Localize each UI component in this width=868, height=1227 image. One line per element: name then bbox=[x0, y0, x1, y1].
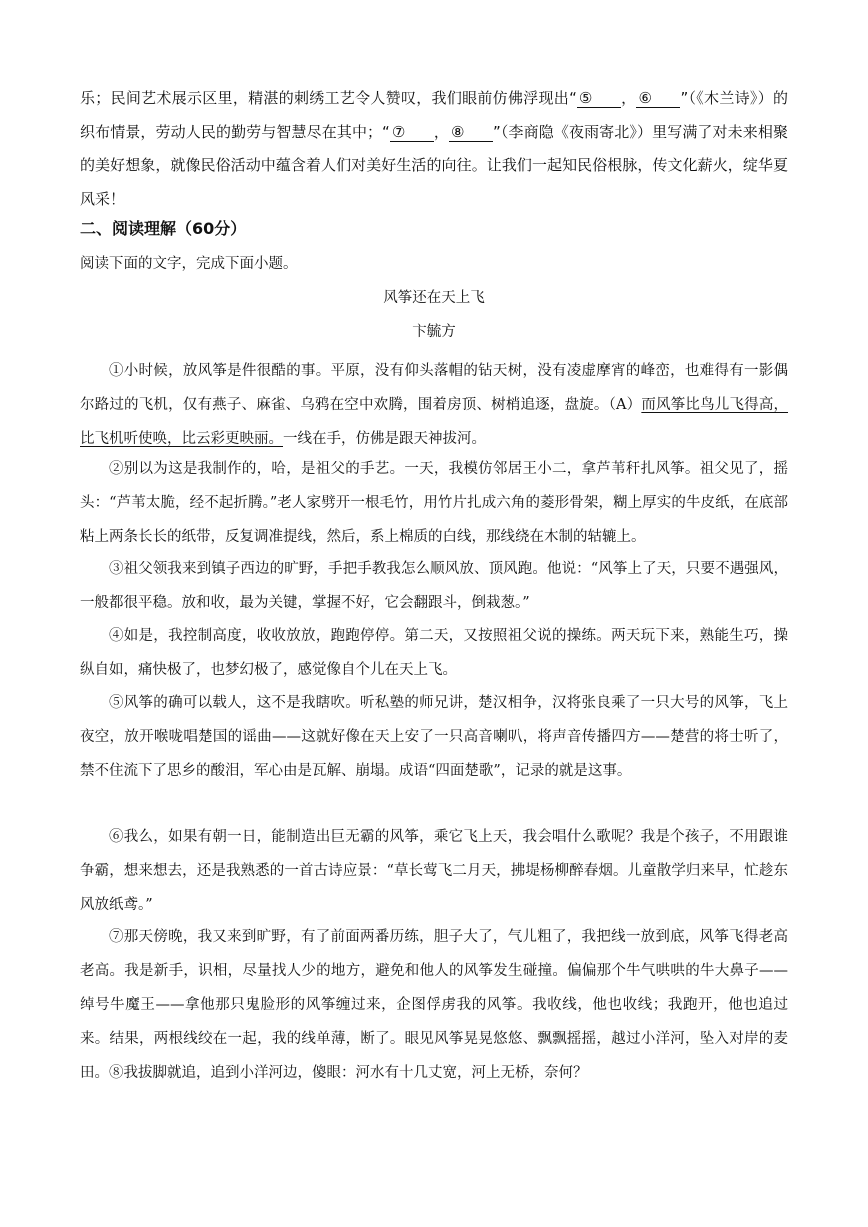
section-heading: 二、阅读理解（60分） bbox=[80, 219, 247, 238]
blank-7[interactable]: ⑦ bbox=[390, 123, 434, 142]
paragraph-3: ③祖父领我来到镇子西边的旷野，手把手教我怎么顺风放、顶风跑。他说：“风筝上了天，只要不遇强风，一般都很平稳。放和收，最为关键，掌握不好，它会翻跟斗，倒栽葱。” bbox=[80, 561, 788, 611]
paragraph-1 bbox=[80, 354, 788, 456]
intro-text-2: ”（《木兰诗》）的织布情景，劳动人民的勤劳与智慧尽在其中；“ bbox=[80, 89, 788, 141]
intro-paragraph bbox=[80, 82, 788, 216]
blank-8[interactable]: ⑧ bbox=[449, 123, 493, 142]
blank-6[interactable]: ⑥ bbox=[636, 89, 680, 108]
paragraph-8: ⑧我拔脚就追，追到小洋河边，傻眼：河水有十几丈宽，河上无桥，奈何？ bbox=[109, 1065, 588, 1081]
blank-5[interactable]: ⑤ bbox=[577, 89, 621, 108]
underlined-sentence-a: 而风筝比鸟儿飞得高，比飞机听使唤，比云彩更映丽。 bbox=[80, 397, 789, 447]
article-author: 卞毓方 bbox=[412, 324, 456, 340]
paragraph-5: ⑤风筝的确可以载人，这不是我瞎吹。听私塾的师兄讲，楚汉相争，汉将张良乘了一只大号的风筝，飞上夜空，放开喉咙唱楚国的谣曲——这就好像在天上安了一只高音喇叭，将声音传播四方——楚营的将士听了，禁不住流下了思乡的酸泪，军心由是瓦解、崩塌。成语“四面楚歌”，记录的就是这事。 bbox=[80, 695, 788, 779]
intro-sep-2: ， bbox=[433, 122, 450, 141]
paragraph-1-tail: 一线在手，仿佛是跟天神拔河。 bbox=[283, 431, 486, 447]
intro-text-1: 乐；民间艺术展示区里，精湛的刺绣工艺令人赞叹，我们眼前仿佛浮现出“ bbox=[80, 89, 577, 107]
paragraph-1-text: ①小时候，放风筝是件很酷的事。平原，没有仰头落帽的钻天树，没有凌虚摩宵的峰峦，也难得有一影偶尔路过的飞机，仅有燕子、麻雀、乌鸦在空中欢腾，围着房顶、树梢追逐，盘旋。（A） bbox=[80, 363, 788, 413]
paragraph-7: ⑦那天傍晚，我又来到旷野，有了前面两番历练，胆子大了，气儿粗了，我把线一放到底，风筝飞得老高老高。我是新手，识相，尽量找人少的地方，避免和他人的风筝发生碰撞。偏偏那个牛气哄哄的牛大鼻子——绰号牛魔王——拿他那只鬼脸形的风筝缠过来，企图俘虏我的风筝。我收线，他也收线；我跑开，他也追过来。结果，两根线绞在一起，我的线单薄，断了。眼见风筝晃晃悠悠、飘飘摇摇，越过小洋河，坠入对岸的麦田。 bbox=[80, 929, 788, 1081]
article-title: 风筝还在天上飞 bbox=[383, 290, 485, 306]
paragraph-6: ⑥我么，如果有朝一日，能制造出巨无霸的风筝，乘它飞上天，我会唱什么歌呢？我是个孩子，不用跟谁争霸，想来想去，还是我熟悉的一首古诗应景：“草长莺飞二月天，拂堤杨柳醉春烟。儿童散学归来早，忙趁东风放纸鸢。” bbox=[80, 829, 788, 913]
intro-sep-1: ， bbox=[620, 89, 637, 107]
intro-text-3: ”（李商隐《夜雨寄北》）里写满了对未来相聚的美好想象，就像民俗活动中蕴含着人们对美好生活的向往。让我们一起知民俗根脉，传文化薪火，绽华夏风采！ bbox=[80, 122, 788, 208]
instruction-text: 阅读下面的文字，完成下面小题。 bbox=[80, 256, 298, 272]
paragraph-2: ②别以为这是我制作的，哈，是祖父的手艺。一天，我模仿邻居王小二，拿芦苇秆扎风筝。祖父见了，摇头：“芦苇太脆，经不起折腾。”老人家劈开一根毛竹，用竹片扎成六角的菱形骨架，糊上厚实的牛皮纸，在底部粘上两条长长的纸带，反复调准提线，然后，系上棉质的白线，那线绕在木制的轱辘上。 bbox=[80, 461, 788, 545]
paragraph-4: ④如是，我控制高度，收收放放，跑跑停停。第二天，又按照祖父说的操练。两天玩下来，熟能生巧，操纵自如，痛快极了，也梦幻极了，感觉像自个儿在天上飞。 bbox=[80, 628, 788, 678]
